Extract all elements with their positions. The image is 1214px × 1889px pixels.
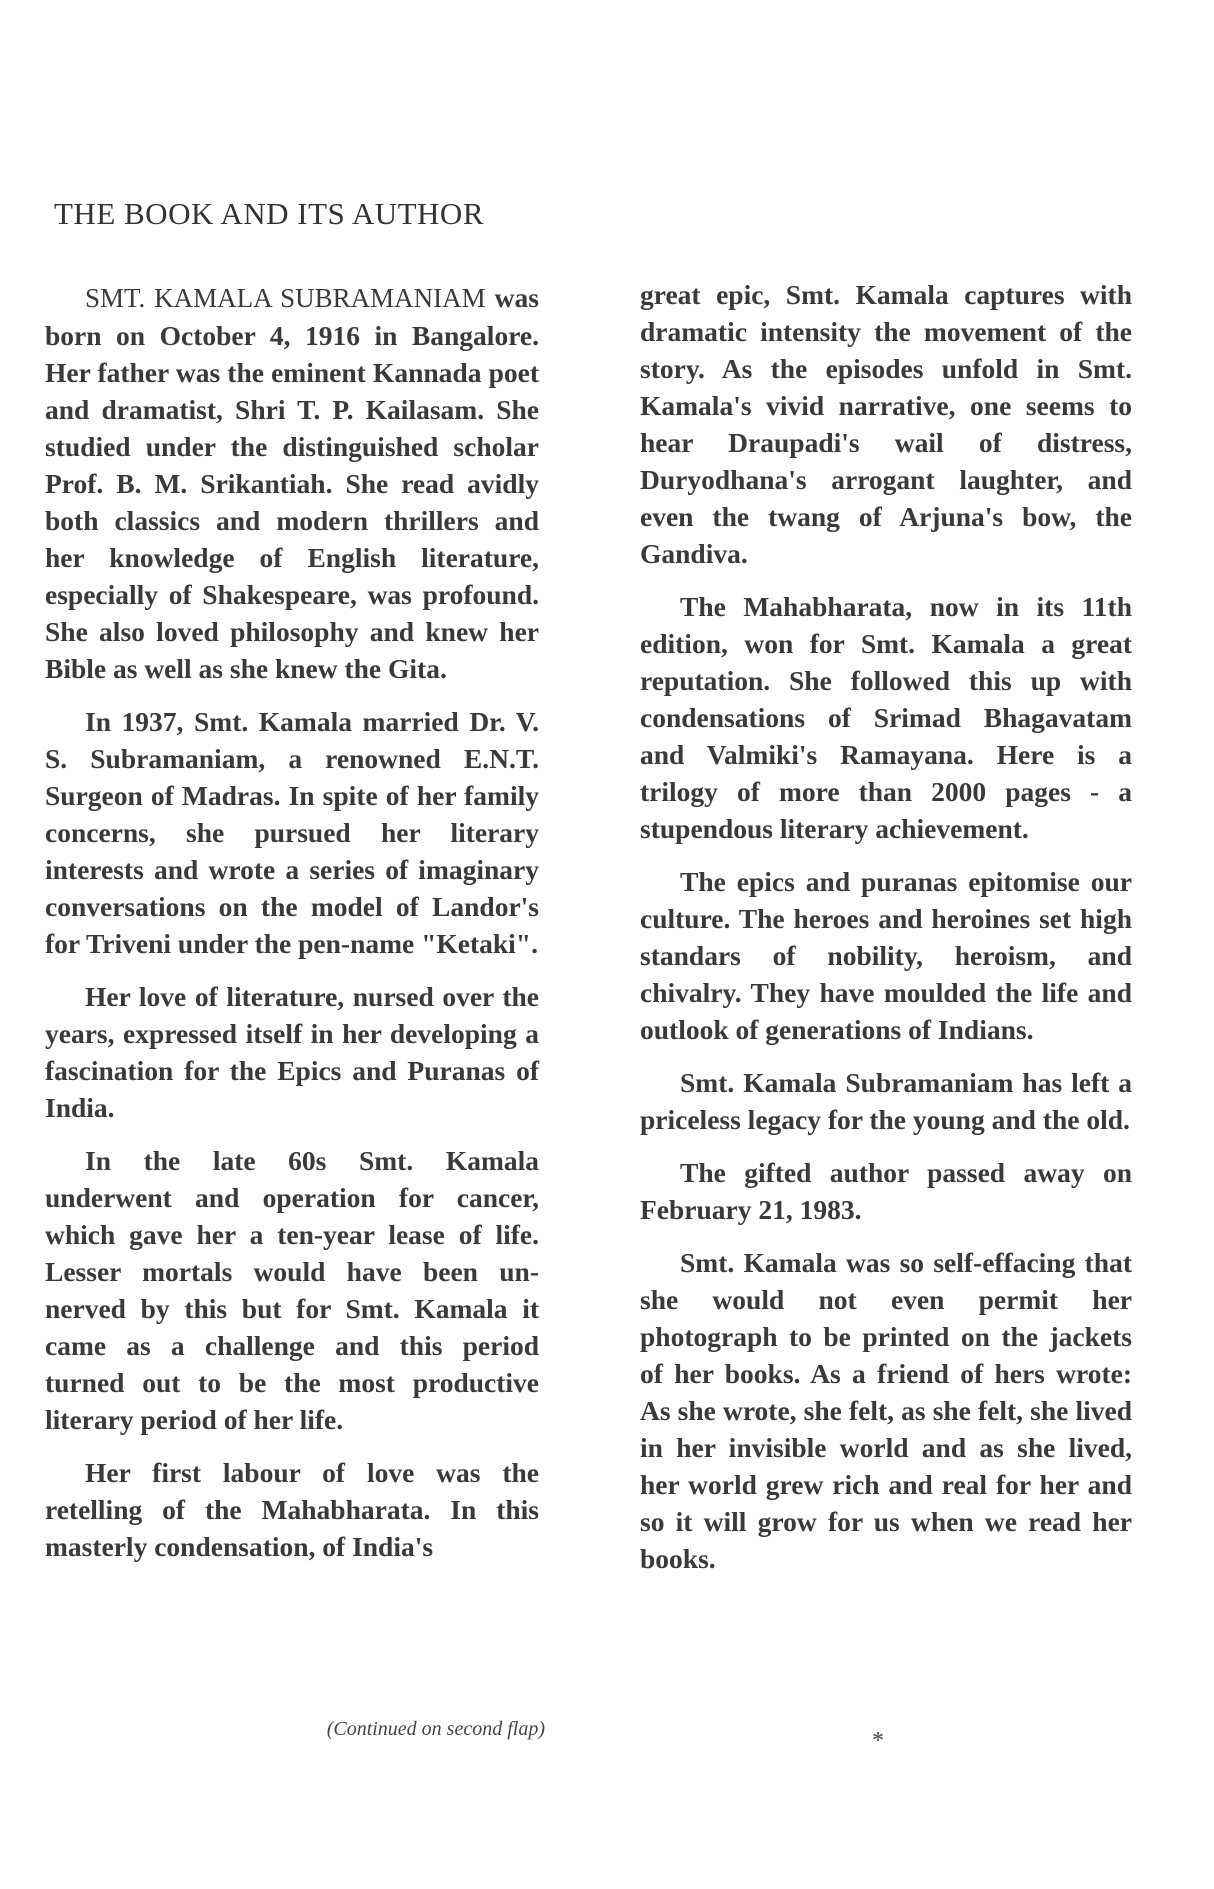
paragraph-epic-continued: great epic, Smt. Kamala captures with dramatic intensity the movement of the story. As the episodes unfold in Smt. Kamala's vivid narrative, one seems to hear Draupadi's wail of distress, Duryodhana's arrogant laughter, and even the twang of Arjuna's bow, the Gandiva.: [640, 279, 1132, 569]
end-mark: *: [872, 1728, 884, 1754]
left-column: [45, 279, 539, 1581]
paragraph-marriage: In 1937, Smt. Kamala married Dr. V. S. Subramaniam, a renowned E.N.T. Surgeon of Madras. In spite of her family concerns, she pursued her literary interests and wrote a series of imaginary conversations on the model of Landor's for Triveni under the pen-name "Ketaki".: [45, 706, 539, 959]
paragraph-legacy: Smt. Kamala Subramaniam has left a priceless legacy for the young and the old.: [640, 1067, 1132, 1135]
author-name: SMT. KAMALA SUBRAMANIAM: [85, 283, 486, 313]
paragraph-self-effacing: Smt. Kamala was so self-effacing that she would not even permit her photograph to be printed on the jackets of her books. As a friend of hers wrote: As she wrote, she felt, as she felt, she lived in her invisible world and as she lived, her world grew rich and real for her and so it will grow for us when we read her books.: [640, 1247, 1132, 1574]
paragraph-reputation: The Mahabharata, now in its 11th edition, won for Smt. Kamala a great reputation. She followed this up with condensations of Srimad Bhagavatam and Valmiki's Ramayana. Here is a trilogy of more than 2000 pages - a stupendous literary achievement.: [640, 591, 1132, 844]
paragraph-illness: In the late 60s Smt. Kamala underwent and operation for cancer, which gave her a ten-year lease of life. Lesser mortals would have been un-nerved by this but for Smt. Kamala it came as a challenge and this period turned out to be the most productive literary period of her life.: [45, 1145, 539, 1435]
paragraph-death: The gifted author passed away on February 21, 1983.: [640, 1157, 1132, 1225]
paragraph-culture: The epics and puranas epitomise our culture. The heroes and heroines set high standars of nobility, heroism, and chivalry. They have moulded the life and outlook of generations of Indians.: [640, 866, 1132, 1045]
paragraph-mahabharata: Her first labour of love was the retelling of the Mahabharata. In this masterly condensation, of India's: [45, 1457, 539, 1562]
paragraph-birth: [45, 279, 539, 687]
page-heading: THE BOOK AND ITS AUTHOR: [54, 196, 484, 231]
continued-note: (Continued on second flap): [326, 1718, 545, 1740]
paragraph-epics: Her love of literature, nursed over the years, expressed itself in her developing a fascination for the Epics and Puranas of India.: [45, 981, 539, 1123]
paragraph-birth-text: was born on October 4, 1916 in Bangalore. Her father was the eminent Kannada poet and dramatist, Shri T. P. Kailasam. She studied under the distinguished scholar Prof. B. M. Srikantiah. She read avidly both classics and modern thrillers and her knowledge of English literature, especially of Shakespeare, was profound. She also loved philosophy and knew her Bible as well as she knew the Gita.: [45, 282, 539, 684]
right-column: [640, 276, 1132, 1593]
